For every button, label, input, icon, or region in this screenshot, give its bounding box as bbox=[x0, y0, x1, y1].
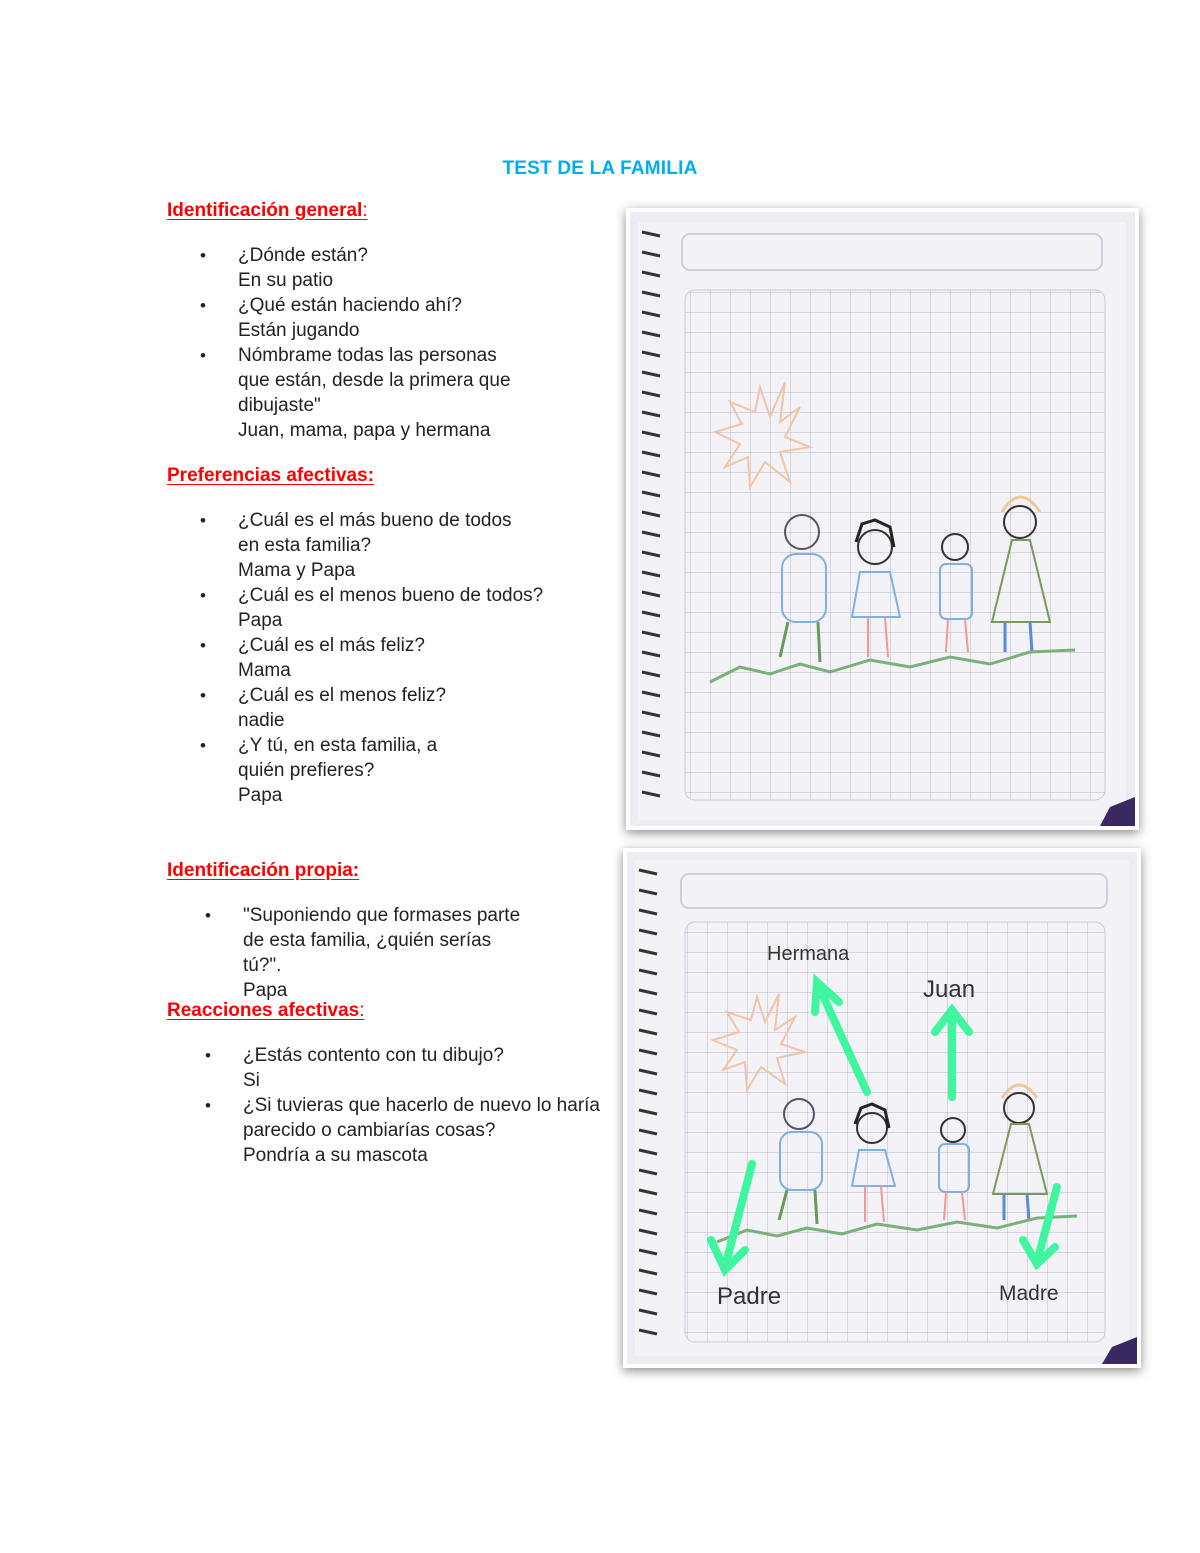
question-text: ¿Qué están haciendo ahí? bbox=[238, 295, 462, 316]
question-list-propia bbox=[172, 903, 592, 1003]
list-item bbox=[167, 343, 518, 443]
question-text: "Suponiendo que formases parte de esta familia, ¿quién serías tú?". bbox=[243, 905, 521, 976]
label-hermana: Hermana bbox=[767, 943, 850, 965]
label-madre: Madre bbox=[999, 1282, 1059, 1305]
list-item bbox=[167, 683, 567, 733]
family-drawing-image bbox=[630, 212, 1135, 826]
answer-text: En su patio bbox=[238, 270, 334, 291]
list-item bbox=[167, 243, 527, 293]
list-item bbox=[172, 1093, 603, 1168]
question-text: ¿Cuál es el menos bueno de todos? bbox=[238, 585, 544, 606]
question-text: ¿Estás contento con tu dibujo? bbox=[243, 1045, 504, 1066]
annotated-drawing-image bbox=[627, 852, 1137, 1364]
list-item bbox=[167, 293, 527, 343]
label-juan: Juan bbox=[923, 976, 976, 1003]
list-item bbox=[167, 633, 567, 683]
answer-text: Juan, mama, papa y hermana bbox=[238, 420, 491, 441]
question-text: ¿Y tú, en esta familia, a quién prefieres? bbox=[238, 735, 438, 781]
answer-text: Mama y Papa bbox=[238, 560, 356, 581]
annotated-family-drawing-photo bbox=[623, 848, 1141, 1368]
answer-text: Están jugando bbox=[238, 320, 360, 341]
list-item bbox=[167, 583, 567, 633]
answer-text: Papa bbox=[238, 610, 283, 631]
answer-text: Si bbox=[243, 1070, 260, 1091]
label-padre: Padre bbox=[717, 1283, 782, 1310]
question-text: ¿Cuál es el menos feliz? bbox=[238, 685, 447, 706]
question-text: ¿Dónde están? bbox=[238, 245, 368, 266]
question-list-general bbox=[167, 243, 527, 443]
answer-text: Mama bbox=[238, 660, 291, 681]
answer-text: Papa bbox=[243, 980, 288, 1001]
page-title: TEST DE LA FAMILIA bbox=[502, 158, 698, 179]
answer-text: nadie bbox=[238, 710, 285, 731]
answer-text: Papa bbox=[238, 785, 283, 806]
question-text: ¿Si tuvieras que hacerlo de nuevo lo haría parecido o cambiarías cosas? bbox=[243, 1095, 600, 1141]
list-item bbox=[167, 733, 488, 808]
answer-text: Pondría a su mascota bbox=[243, 1145, 428, 1166]
section-heading-reacciones-afectivas: Reacciones afectivas: bbox=[167, 1000, 365, 1021]
question-text: Nómbrame todas las personas que están, desde la primera que dibujaste" bbox=[238, 345, 511, 416]
question-text: ¿Cuál es el más feliz? bbox=[238, 635, 425, 656]
question-text: ¿Cuál es el más bueno de todos en esta familia? bbox=[238, 510, 512, 556]
section-heading-identificacion-propia: Identificación propia: bbox=[167, 860, 360, 881]
list-item bbox=[172, 903, 533, 1003]
question-list-reacciones bbox=[172, 1043, 612, 1168]
family-drawing-photo bbox=[626, 208, 1139, 830]
section-heading-identificacion-general: Identificación general: bbox=[167, 200, 368, 221]
list-item bbox=[172, 1043, 612, 1093]
section-heading-preferencias-afectivas: Preferencias afectivas: bbox=[167, 465, 375, 486]
question-list-preferencias bbox=[167, 508, 567, 808]
list-item bbox=[167, 508, 518, 583]
